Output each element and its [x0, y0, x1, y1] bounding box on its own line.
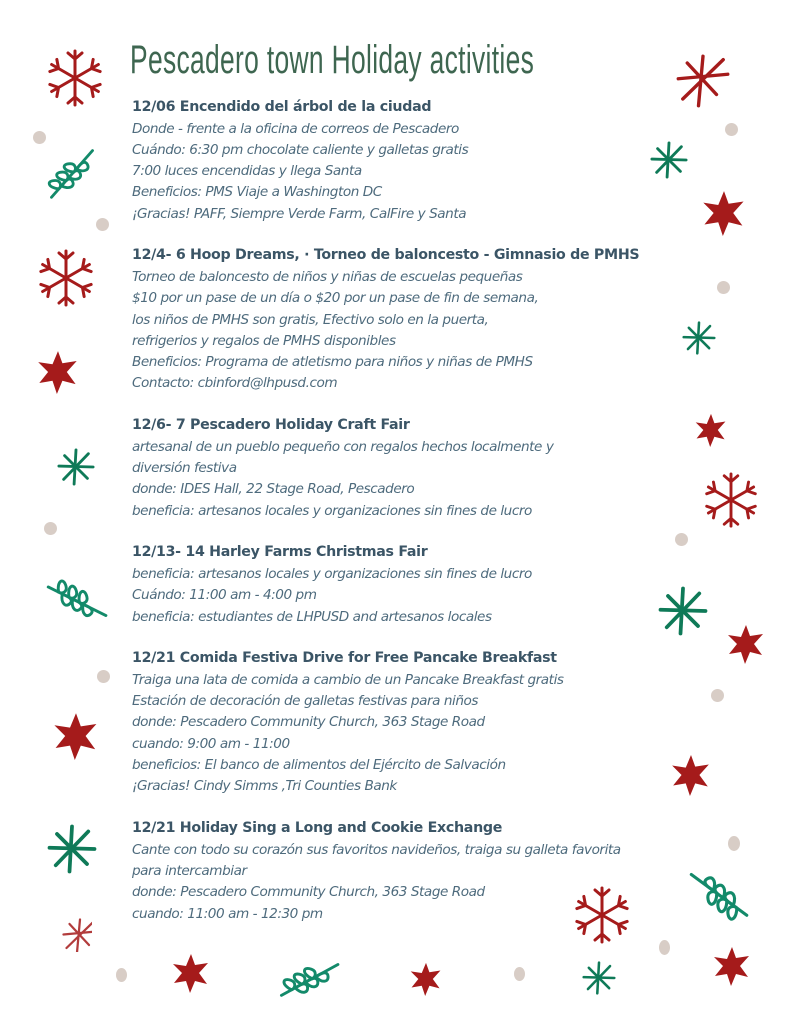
page-title: Pescadero town Holiday activities	[130, 38, 535, 82]
snowflake-icon	[45, 48, 105, 108]
star-icon	[36, 350, 80, 394]
snowflake-icon	[572, 884, 632, 946]
event-detail: Estación de decoración de galletas festivas para niños	[132, 693, 479, 710]
sparkle-icon	[676, 54, 730, 108]
event-detail: cuando: 9:00 am - 11:00	[132, 735, 290, 752]
dot-decoration	[711, 689, 724, 702]
dot-decoration	[659, 940, 670, 955]
event-detail: Cuándo: 6:30 pm chocolate caliente y galletas gratis	[132, 141, 469, 158]
event-detail: artesanal de un pueblo pequeño con regalos hechos localmente y	[132, 438, 554, 455]
event-detail: donde: Pescadero Community Church, 363 Stage Road	[132, 714, 485, 731]
event-harley-farms	[132, 542, 692, 627]
star-icon	[699, 190, 749, 236]
star-icon	[712, 946, 752, 986]
star-icon	[694, 413, 728, 447]
sparkle-icon	[682, 320, 716, 356]
sprig-icon	[40, 572, 116, 630]
event-detail: donde: IDES Hall, 22 Stage Road, Pescadero	[132, 481, 415, 498]
event-detail: ¡Gracias! PAFF, Siempre Verde Farm, CalFire y Santa	[132, 205, 467, 222]
event-heading: 12/06 Encendido del árbol de la ciudad	[132, 99, 432, 115]
dot-decoration	[725, 123, 738, 136]
dot-decoration	[717, 281, 730, 294]
event-detail: Beneficios: PMS Viaje a Washington DC	[132, 184, 382, 201]
sparkle-icon	[57, 447, 95, 487]
dot-decoration	[514, 967, 525, 981]
sparkle-icon	[650, 137, 688, 183]
event-heading: 12/4- 6 Hoop Dreams, · Torneo de baloncesto - Gimnasio de PMHS	[132, 247, 640, 264]
star-icon	[170, 953, 212, 993]
event-detail: Cuándo: 11:00 am - 4:00 pm	[132, 587, 317, 604]
event-detail: diversión festiva	[132, 460, 237, 477]
dot-decoration	[44, 522, 57, 535]
event-detail: Cante con todo su corazón sus favoritos navideños, traiga su galleta favorita	[132, 841, 621, 858]
sprig-icon	[44, 143, 100, 203]
event-craft-fair	[132, 415, 692, 522]
event-detail: 7:00 luces encendidas y llega Santa	[132, 163, 362, 180]
event-detail: Torneo de baloncesto de niños y niñas de escuelas pequeñas	[132, 268, 523, 285]
event-detail: $10 por un pase de un día o $20 por un pase de fin de semana,	[132, 290, 539, 307]
snowflake-icon	[36, 248, 96, 308]
sparkle-icon	[62, 914, 92, 952]
star-icon	[408, 962, 444, 996]
event-detail: beneficios: El banco de alimentos del Ejército de Salvación	[132, 757, 506, 774]
event-contact-email: Contacto: cbinford@lhpusd.com	[132, 375, 338, 392]
event-pancake-breakfast	[132, 648, 692, 797]
event-detail: cuando: 11:00 am - 12:30 pm	[132, 905, 323, 922]
sprig-icon	[270, 950, 350, 1008]
event-detail: beneficia: artesanos locales y organizaciones sin fines de lucro	[132, 565, 532, 582]
dot-decoration	[96, 218, 109, 231]
star-icon	[52, 712, 100, 760]
event-hoop-dreams	[132, 245, 692, 394]
sprig-icon	[684, 864, 752, 926]
event-detail: refrigerios y regalos de PMHS disponibles	[132, 332, 396, 349]
event-detail: beneficia: artesanos locales y organizaciones sin fines de lucro	[132, 502, 532, 519]
event-heading: 12/21 Comida Festiva Drive for Free Pancake Breakfast	[132, 650, 557, 667]
dot-decoration	[116, 968, 127, 982]
event-detail: Beneficios: Programa de atletismo para niños y niñas de PMHS	[132, 354, 533, 371]
sparkle-icon	[47, 818, 97, 880]
event-heading: 12/21 Holiday Sing a Long and Cookie Exchange	[132, 820, 503, 837]
event-tree-lighting	[132, 97, 692, 225]
sparkle-icon	[582, 960, 616, 996]
event-detail: beneficia: estudiantes de LHPUSD and artesanos locales	[132, 608, 492, 625]
sparkle-icon	[658, 579, 708, 643]
event-heading: 12/6- 7 Pescadero Holiday Craft Fair	[132, 417, 410, 434]
star-icon	[725, 624, 767, 664]
event-detail: Donde - frente a la oficina de correos de Pescadero	[132, 120, 459, 137]
event-detail: los niños de PMHS son gratis, Efectivo solo en la puerta,	[132, 311, 489, 328]
event-list	[132, 97, 692, 945]
dot-decoration	[97, 670, 110, 683]
event-detail: Traiga una lata de comida a cambio de un Pancake Breakfast gratis	[132, 671, 564, 688]
dot-decoration	[728, 836, 740, 851]
star-icon	[670, 754, 712, 796]
event-heading: 12/13- 14 Harley Farms Christmas Fair	[132, 544, 428, 561]
snowflake-icon	[702, 470, 760, 530]
event-detail: ¡Gracias! Cindy Simms ,Tri Counties Bank	[132, 778, 397, 795]
dot-decoration	[675, 533, 688, 546]
event-detail: donde: Pescadero Community Church, 363 Stage Road	[132, 884, 485, 901]
event-detail: para intercambiar	[132, 862, 247, 879]
